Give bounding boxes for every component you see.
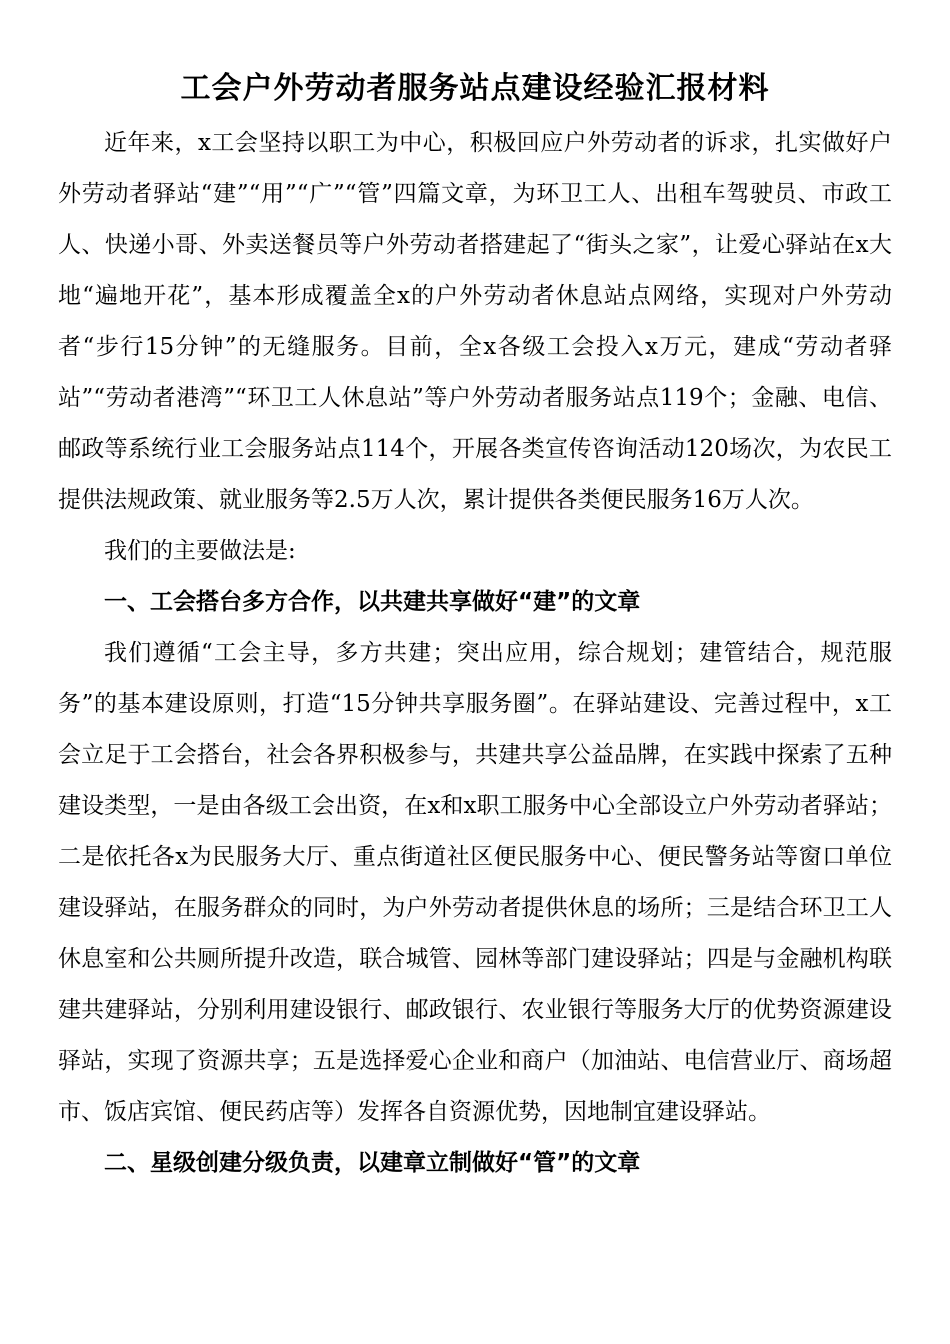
document-title: 工会户外劳动者服务站点建设经验汇报材料: [180, 71, 770, 106]
intro-paragraph: 近年来，x工会坚持以职工为中心，积极回应户外劳动者的诉求，扎实做好户外劳动者驿站“建”“用”“广”“管”四篇文章，为环卫工人、出租车驾驶员、市政工人、快递小哥、外卖送餐员等户外劳动者搭建起了“街头之家”，让爱心驿站在x大地“遍地开花”，基本形成覆盖全x的户外劳动者休息站点网络，实现对户外劳动者“步行15分钟”的无缝服务。目前，全x各级工会投入x万元，建成“劳动者驿站”“劳动者港湾”“环卫工人休息站”等户外劳动者服务站点119个；金融、电信、邮政等系统行业工会服务站点114个，开展各类宣传咨询活动120场次，为农民工提供法规政策、就业服务等2.5万人次，累计提供各类便民服务16万人次。: [58, 130, 892, 513]
methods-intro: 我们的主要做法是:: [104, 538, 296, 564]
document-page: [58, 60, 892, 1189]
section-1-paragraph: 我们遵循“工会主导，多方共建；突出应用，综合规划；建管结合，规范服务”的基本建设原则，打造“15分钟共享服务圈”。在驿站建设、完善过程中，x工会立足于工会搭台，社会各界积极参与，共建共享公益品牌，在实践中探索了五种建设类型，一是由各级工会出资，在x和x职工服务中心全部设立户外劳动者驿站；二是依托各x为民服务大厅、重点街道社区便民服务中心、便民警务站等窗口单位建设驿站，在服务群众的同时，为户外劳动者提供休息的场所；三是结合环卫工人休息室和公共厕所提升改造，联合城管、园林等部门建设驿站；四是与金融机构联建共建驿站，分别利用建设银行、邮政银行、农业银行等服务大厅的优势资源建设驿站，实现了资源共享；五是选择爱心企业和商户（加油站、电信营业厅、商场超市、饭店宾馆、便民药店等）发挥各自资源优势，因地制宜建设驿站。: [58, 640, 892, 1125]
section-2-heading: 二、星级创建分级负责，以建章立制做好“管”的文章: [104, 1150, 641, 1176]
section-1-heading: 一、工会搭台多方合作，以共建共享做好“建”的文章: [104, 589, 641, 615]
